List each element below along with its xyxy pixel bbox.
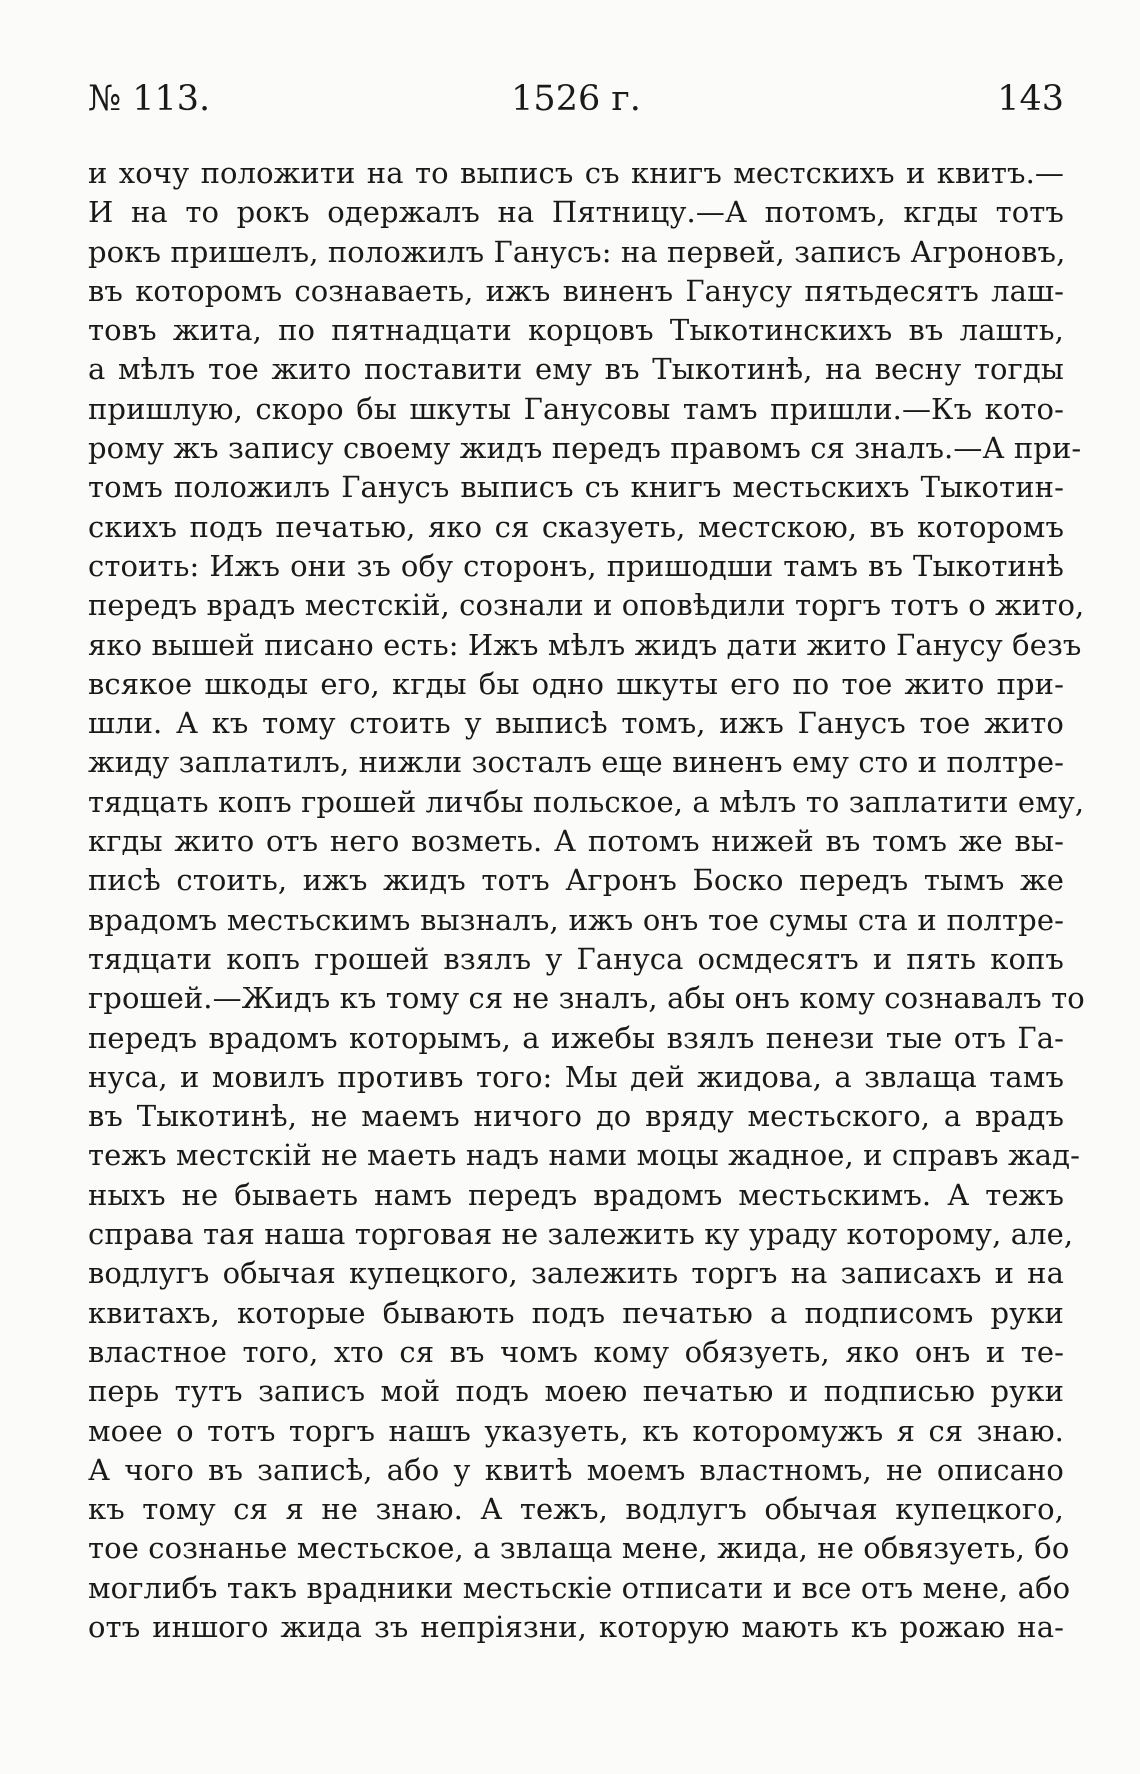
text-line: моглибъ такъ врадники местьскіе отписати и все отъ мене, або — [88, 1570, 1071, 1605]
text-line: и хочу положити на то выписъ съ книгъ местскихъ и квитъ.— — [88, 156, 1064, 190]
text-line: тядцать копъ грошей личбы польское, а мѣлъ то заплатити ему, — [88, 784, 1085, 819]
text-line: всякое шкоды его, кгды бы одно шкуты его по тое жито при- — [88, 666, 1064, 701]
text-line: врадомъ местьскимъ вызналъ, ижъ онъ тое сумы ста и полтре- — [88, 902, 1064, 937]
text-line: пришлую, скоро бы шкуты Ганусовы тамъ пришли.—Къ кото- — [88, 391, 1064, 426]
text-line: скихъ подъ печатью, яко ся сказуеть, местскою, въ которомъ — [88, 509, 1064, 544]
text-line: нуса, и мовилъ противъ того: Мы дей жидова, а звлаща тамъ — [88, 1059, 1064, 1094]
text-line: водлугъ обычая купецкого, залежить торгъ на записахъ и на — [88, 1256, 1064, 1291]
text-line: а мѣлъ тое жито поставити ему въ Тыкотинѣ, на весну тогды — [88, 352, 1064, 387]
text-line: жиду заплатилъ, нижли зосталъ еще виненъ ему сто и полтре- — [88, 745, 1064, 780]
text-line: А чого въ записѣ, або у квитѣ моемъ властномъ, не описано — [88, 1452, 1064, 1487]
text-line: тежъ местскій не маеть надъ нами моцы жадное, и справъ жад- — [88, 1138, 1081, 1173]
text-line: моее о тотъ торгъ нашъ указуеть, къ которомужъ я ся знаю. — [88, 1413, 1064, 1448]
text-line: писѣ стоить, ижъ жидъ тотъ Агронъ Боско передъ тымъ же — [88, 863, 1064, 898]
text-line: товъ жита, по пятнадцати корцовъ Тыкотинскихъ въ лашть, — [88, 313, 1064, 348]
text-line: И на то рокъ одержалъ на Пятницу.—А потомъ, кгды тотъ — [88, 195, 1064, 230]
text-line: стоить: Ижъ они зъ обу сторонъ, пришодши тамъ въ Тыкотинѣ — [88, 548, 1064, 583]
text-line: къ тому ся я не знаю. А тежъ, водлугъ обычая купецкого, — [88, 1492, 1064, 1527]
text-line: ныхъ не бываеть намъ передъ врадомъ местьскимъ. А тежъ — [88, 1177, 1064, 1212]
text-line: квитахъ, которые бывають подъ печатью а подписомъ руки — [88, 1295, 1064, 1330]
body-text — [88, 154, 1085, 1647]
text-line: отъ иншого жида зъ непріязни, которую мають къ рожаю на- — [88, 1609, 1064, 1644]
text-line: справа тая наша торговая не залежить ку ураду которому, але, — [88, 1217, 1074, 1252]
text-line: въ которомъ сознаваеть, ижъ виненъ Ганусу пятьдесятъ лаш- — [88, 273, 1064, 308]
text-line: рокъ пришелъ, положилъ Ганусъ: на первей, записъ Агроновъ, — [88, 234, 1066, 269]
text-line: томъ положилъ Ганусъ выписъ съ книгъ местьскихъ Тыкотин- — [88, 470, 1064, 505]
text-line: яко вышей писано есть: Ижъ мѣлъ жидъ дати жито Ганусу безъ — [88, 627, 1082, 662]
text-line: передъ врадомъ которымъ, а ижебы взялъ пенези тые отъ Га- — [88, 1020, 1064, 1055]
text-line: властное того, хто ся въ чомъ кому обязуеть, яко онъ и те- — [88, 1334, 1064, 1369]
text-line: тое сознанье местьское, а звлаща мене, жида, не обвязуеть, бо — [88, 1531, 1070, 1566]
header-document-number: № 113. — [88, 79, 211, 119]
text-line: грошей.—Жидъ къ тому ся не зналъ, абы онъ кому сознавалъ то — [88, 981, 1085, 1016]
text-line: перь тутъ записъ мой подъ моею печатью и подписью руки — [88, 1374, 1064, 1409]
text-line: тядцати копъ грошей взялъ у Гануса осмдесятъ и пять копъ — [88, 941, 1064, 976]
text-line: рому жъ запису своему жидъ передъ правомъ ся зналъ.—А при- — [88, 431, 1082, 466]
text-line: кгды жито отъ него возметь. А потомъ нижей въ томъ же вы- — [88, 824, 1064, 859]
text-line: шли. А къ тому стоить у выписѣ томъ, ижъ Ганусъ тое жито — [88, 706, 1064, 741]
running-header — [88, 74, 1064, 124]
text-line: въ Тыкотинѣ, не маемъ ничого до вряду местьского, а врадъ — [88, 1099, 1064, 1134]
header-year: 1526 г. — [511, 79, 641, 119]
text-line: передъ врадъ местскій, сознали и оповѣдили торгъ тотъ о жито, — [88, 588, 1085, 623]
header-page-number: 143 — [997, 79, 1064, 119]
